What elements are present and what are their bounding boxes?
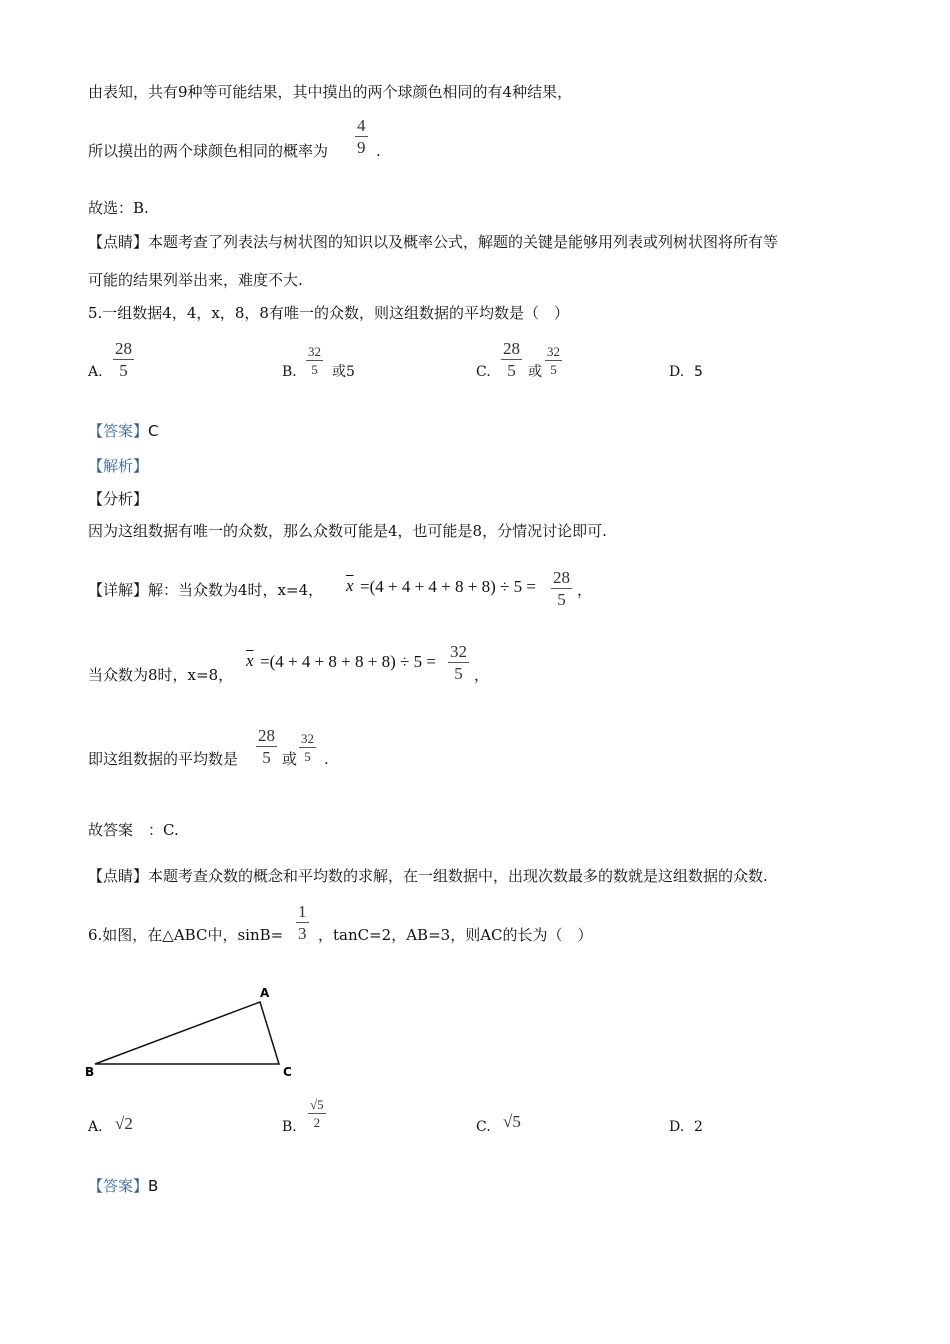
q5-option-c-or: 或 <box>528 364 542 380</box>
fraction-32-5-detail: $\frac{32}{5}$ <box>450 642 467 683</box>
q6-option-c-label: C. <box>476 1119 491 1135</box>
q5-option-a-label: A. <box>88 364 103 380</box>
q5-option-c-fraction-2: $\frac{32}{5}$ <box>547 344 560 377</box>
avg-or: 或 <box>282 750 298 768</box>
triangle-figure <box>80 980 310 1090</box>
q5-option-d-value: 5 <box>694 364 703 380</box>
mean-expression-1: =(4 + 4 + 4 + 8 + 8) ÷ 5 = <box>360 577 536 596</box>
q5-option-b-or: 或5 <box>332 364 355 380</box>
comma-1: ， <box>577 581 593 599</box>
q6-option-b-label: B. <box>282 1119 297 1135</box>
mean-symbol-2: $\overline{x}$ <box>246 651 254 670</box>
q5-option-d-label: D. <box>669 364 685 380</box>
q6-option-b-fraction: $\frac{√5}{2}$ <box>310 1097 324 1130</box>
q6-option-d-label: D. <box>669 1119 685 1135</box>
answer-choice-line: 故选：B. <box>88 199 149 217</box>
q5-option-b-label: B. <box>282 364 297 380</box>
average-line: 即这组数据的平均数是 <box>88 750 239 768</box>
final-answer-line: 故答案 ：C. <box>88 821 179 839</box>
period: . <box>376 142 381 160</box>
q5-option-a-fraction: $\frac{28}{5}$ <box>115 339 132 380</box>
q5-option-b-fraction: $\frac{32}{5}$ <box>308 344 321 377</box>
detail-2: 当众数为8时，x=8， <box>88 666 234 684</box>
q5-option-c-fraction-1: $\frac{28}{5}$ <box>503 339 520 380</box>
q6-option-a-value: √2 <box>115 1114 133 1133</box>
fraction-4-9: $\frac{4}{9}$ <box>357 116 366 157</box>
detail-1: 【详解】解：当众数为4时，x=4， <box>88 581 324 599</box>
vertex-label-c: C <box>283 1065 292 1079</box>
question-5: 5.一组数据4，4，x，8，8有唯一的众数，则这组数据的平均数是（ ） <box>88 304 569 322</box>
q6-option-d-value: 2 <box>694 1119 703 1135</box>
mean-symbol-1: $\overline{x}$ <box>346 576 354 595</box>
jiexi-label: 【解析】 <box>88 457 149 475</box>
text-line-2: 所以摸出的两个球颜色相同的概率为 <box>88 142 329 160</box>
comma-2: ， <box>474 666 490 684</box>
text-line-1: 由表知，共有9种等可能结果，其中摸出的两个球颜色相同的有4种结果， <box>88 83 573 101</box>
fraction-1-3: $\frac{1}{3}$ <box>298 902 307 943</box>
question-6-pre: 6.如图，在△ABC中，sinB= <box>88 926 284 944</box>
avg-fraction-32-5: $\frac{32}{5}$ <box>301 731 314 764</box>
q6-option-a-label: A. <box>88 1119 103 1135</box>
fenxi-text: 因为这组数据有唯一的众数，那么众数可能是4，也可能是8，分情况讨论即可. <box>88 522 607 540</box>
vertex-label-a: A <box>260 986 270 1000</box>
q5-option-c-label: C. <box>476 364 491 380</box>
fraction-28-5-detail: $\frac{28}{5}$ <box>553 568 570 609</box>
dianjing-line-1: 【点睛】本题考查了列表法与树状图的知识以及概率公式，解题的关键是能够用列表或列树状图将所有等 <box>88 233 779 251</box>
question-6-post: ，tanC=2，AB=3，则AC的长为（ ） <box>318 926 593 944</box>
triangle-shape <box>95 1002 279 1064</box>
avg-fraction-28-5: $\frac{28}{5}$ <box>258 726 275 767</box>
answer-6: 【答案】B <box>88 1177 159 1195</box>
vertex-label-b: B <box>85 1065 95 1079</box>
mean-expression-2: =(4 + 4 + 8 + 8 + 8) ÷ 5 = <box>260 652 436 671</box>
q6-option-c-value: √5 <box>503 1112 521 1131</box>
dianjing-line-2: 可能的结果列举出来，难度不大. <box>88 271 303 289</box>
answer-5: 【答案】C <box>88 422 159 440</box>
avg-period: . <box>324 750 329 768</box>
dianjing-5: 【点睛】本题考查众数的概念和平均数的求解，在一组数据中，出现次数最多的数就是这组数据的众数. <box>88 867 768 885</box>
fenxi-label: 【分析】 <box>88 490 149 508</box>
